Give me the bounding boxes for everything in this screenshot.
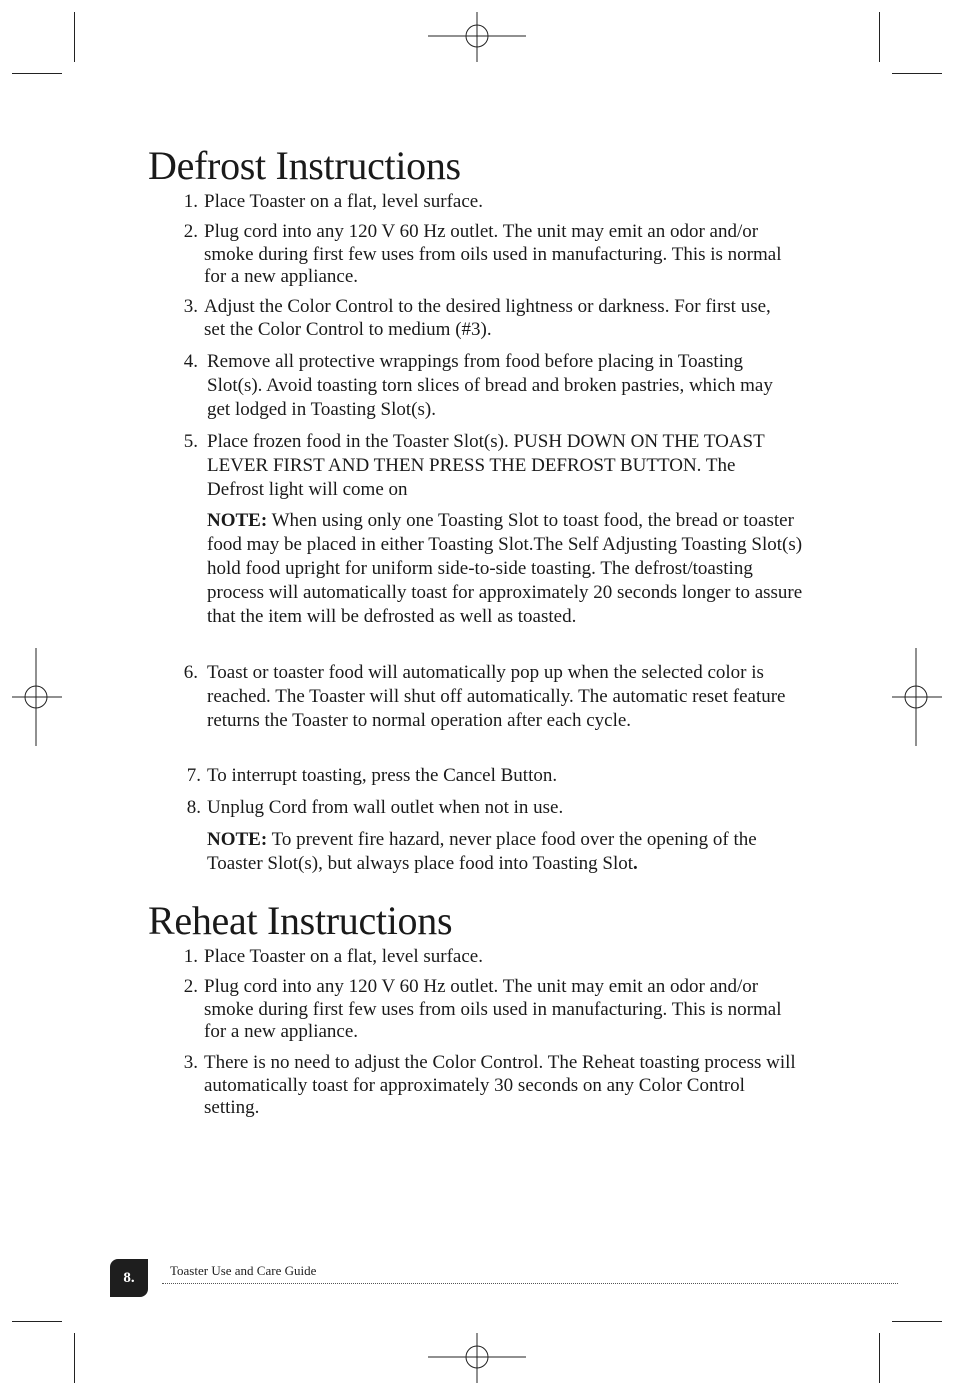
crop-mark: [12, 1321, 62, 1322]
step-text: Place Toaster on a flat, level surface.: [204, 191, 483, 212]
defrost-title: Defrost Instructions: [148, 143, 461, 188]
step-number: 8.: [186, 797, 201, 818]
step-text: To interrupt toasting, press the Cancel Button.: [207, 765, 558, 786]
step-number: 5.: [183, 431, 198, 452]
step-text: Place frozen food in the Toaster Slot(s). PUSH DOWN ON THE TOAST LEVER FIRST AND THEN PRESS THE DEFROST BUTTON. The Defrost light will come on: [207, 431, 765, 500]
step-text: Adjust the Color Control to the desired lightness or darkness. For first use, set the Color Control to medium (#3).: [204, 296, 771, 340]
footer-label: Toaster Use and Care Guide: [170, 1263, 317, 1278]
step-text: Plug cord into any 120 V 60 Hz outlet. The unit may emit an odor and/or smoke during first few uses from oils used in manufacturing. This is normal for a new appliance.: [204, 976, 782, 1042]
note-label: NOTE:: [207, 510, 268, 531]
crop-mark: [12, 73, 62, 74]
step-number: 3.: [183, 1052, 198, 1073]
step-text: Unplug Cord from wall outlet when not in use.: [207, 797, 564, 818]
step-number: 1.: [183, 191, 198, 212]
footer-dotted-rule: [162, 1283, 898, 1284]
note-label: NOTE:: [207, 829, 268, 850]
note-end: .: [633, 853, 638, 874]
crop-mark: [879, 12, 880, 62]
crop-mark: [74, 12, 75, 62]
reheat-title: Reheat Instructions: [148, 898, 453, 943]
page-number: 8.: [123, 1269, 135, 1286]
crop-mark: [879, 1333, 880, 1383]
page-number-badge: [110, 1259, 148, 1297]
step-text: Place Toaster on a flat, level surface.: [204, 946, 483, 967]
crop-mark: [892, 73, 942, 74]
crop-mark: [74, 1333, 75, 1383]
step-number: 1.: [183, 946, 198, 967]
registration-mark-icon: [12, 648, 62, 746]
defrost-note: [207, 509, 807, 629]
step-number: 2.: [183, 221, 198, 242]
step-number: 7.: [186, 765, 201, 786]
step-text: There is no need to adjust the Color Control. The Reheat toasting process will automatically toast for approximately 30 seconds on any Color Control setting.: [204, 1052, 796, 1118]
step-text: Toast or toaster food will automatically pop up when the selected color is reached. The Toaster will shut off automatically. The automatic reset feature returns the Toaster to normal operation after each cycle.: [207, 662, 786, 731]
step-number: 3.: [183, 296, 198, 317]
note-text: When using only one Toasting Slot to toast food, the bread or toaster food may be placed in either Toasting Slot.The Self Adjusting Toasting Slot(s) hold food upright for uniform side-to-side toasting. The defrost/toasting process will automatically toast for approximately 20 seconds longer to assure that the item will be defrosted as well as toasted.: [207, 510, 803, 627]
registration-mark-icon: [892, 648, 942, 746]
step-number: 4.: [183, 351, 198, 372]
crop-mark: [892, 1321, 942, 1322]
note-text: To prevent fire hazard, never place food over the opening of the Toaster Slot(s), but always place food into Toasting Slot: [207, 829, 757, 874]
step-text: Plug cord into any 120 V 60 Hz outlet. The unit may emit an odor and/or smoke during first few uses from oils used in manufacturing. This is normal for a new appliance.: [204, 221, 782, 287]
step-number: 2.: [183, 976, 198, 997]
fire-hazard-note: [207, 828, 807, 876]
step-number: 6.: [183, 662, 198, 683]
registration-mark-icon: [428, 12, 526, 62]
registration-mark-icon: [428, 1333, 526, 1383]
step-text: Remove all protective wrappings from food before placing in Toasting Slot(s). Avoid toasting torn slices of bread and broken pastries, which may get lodged in Toasting Slot(s).: [207, 351, 773, 420]
